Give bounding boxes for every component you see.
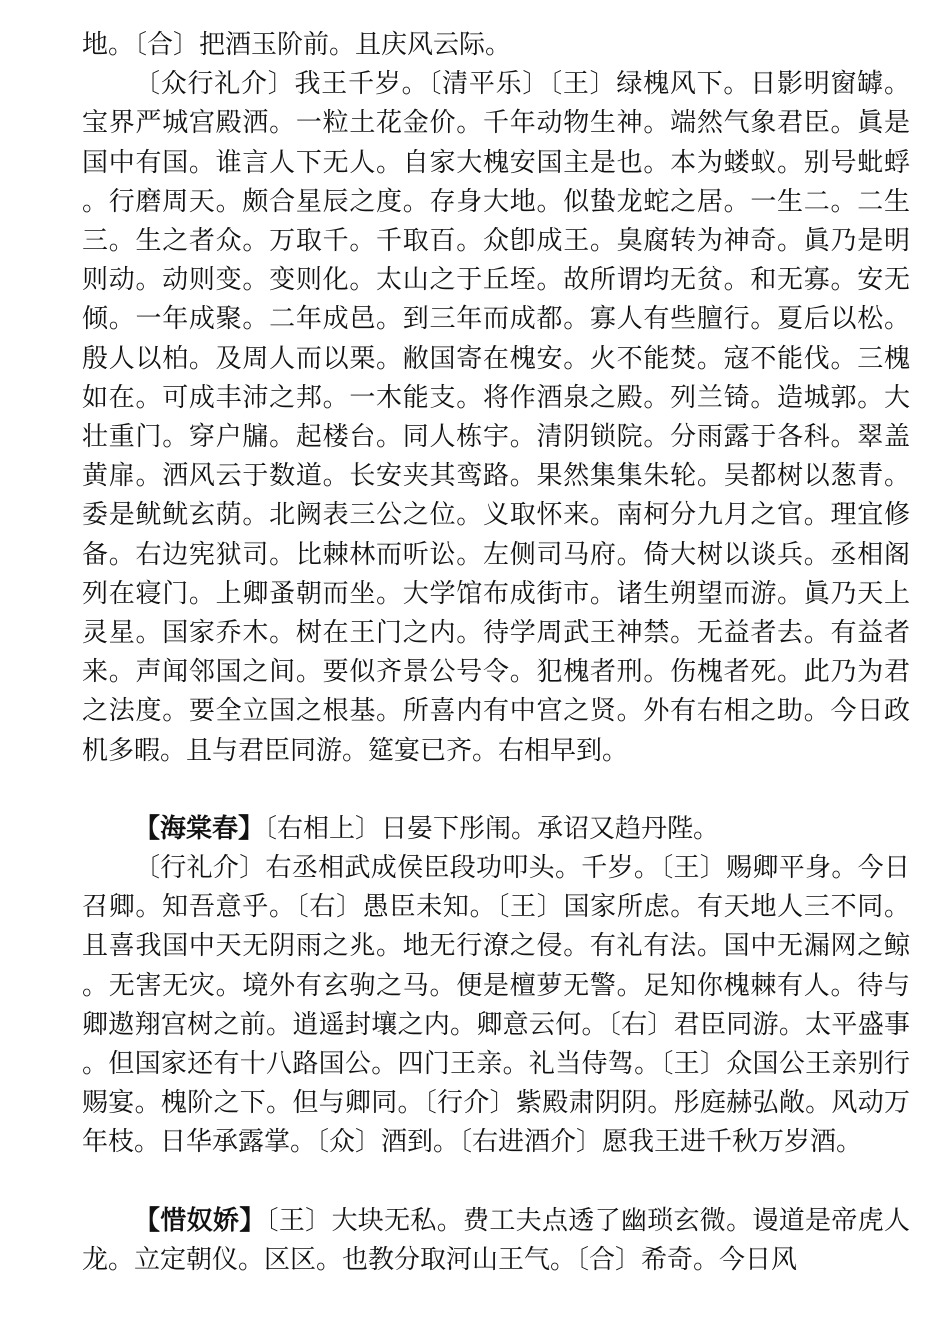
tune-title-haitangchun: 【海棠春】 — [134, 813, 265, 844]
paragraph-4-text: 〔行礼介〕右丞相武成侯臣段功叩头。千岁。〔王〕赐卿平身。今日召卿。知吾意乎。〔右〕愚臣未知。〔王〕国家所虑。有天地人三不同。且喜我国中天无阴雨之兆。地无行潦之侵。有礼有法。国中无漏网之鲸。无害无灾。境外有玄驹之马。便是檀萝无警。足知你槐棘有人。待与卿遨翔宫树之前。逍遥封壤之内。卿意云何。〔右〕君臣同游。太平盛事。但国家还有十八路国公。四门王亲。礼当侍驾。〔王〕众国公王亲别行赐宴。槐阶之下。但与卿同。〔行介〕紫殿肃阴阴。彤庭赫弘敞。风动万年枝。日华承露掌。〔众〕酒到。〔右进酒介〕愿我王进千秋万岁酒。 — [82, 853, 910, 1158]
paragraph-4 — [82, 849, 910, 1163]
paragraph-3 — [82, 810, 910, 849]
tune-title-xinujiao: 【惜奴娇】 — [134, 1205, 266, 1236]
paragraph-spacer — [82, 1163, 910, 1202]
paragraph-2 — [82, 65, 910, 771]
paragraph-2-text: 〔众行礼介〕我王千岁。〔清平乐〕〔王〕绿槐风下。日影明窗罅。宝界严城宫殿洒。一粒土花金价。千年动物生神。端然气象君臣。眞是国中有国。谁言人下无人。自家大槐安国主是也。本为蝼蚁。别号蚍蜉。行磨周天。颇合星辰之度。存身大地。似蛰龙蛇之居。一生二。二生三。生之者众。万取千。千取百。众卽成王。臭腐转为神奇。眞乃是明则动。动则变。变则化。太山之于丘垤。故所谓均无贫。和无寡。安无倾。一年成聚。二年成邑。到三年而成都。寡人有些膻行。夏后以松。殷人以柏。及周人而以栗。敝国寄在槐安。火不能焚。寇不能伐。三槐如在。可成丰沛之邦。一木能支。将作酒泉之殿。列兰锜。造城郭。大壮重门。穿户牖。起楼台。同人栋宇。清阴锁院。分雨露于各科。翠盖黄扉。洒风云于数道。长安夹其鸾路。果然集集朱轮。吴都树以葱青。委是鱿鱿玄荫。北阙表三公之位。义取怀来。南柯分九月之官。理宜修备。右边宪狱司。比棘林而听讼。左侧司马府。倚大树以谈兵。丞相阁列在寝门。上卿蚤朝而坐。大学馆布成街市。诸生朔望而游。眞乃天上灵星。国家乔木。树在王门之内。待学周武王神禁。无益者去。有益者来。声闻邻国之间。要似齐景公号令。犯槐者刑。伤槐者死。此乃为君之法度。要全立国之根基。所喜内有中宫之贤。外有右相之助。今日政机多暇。且与君臣同游。筵宴已齐。右相早到。 — [82, 69, 910, 766]
paragraph-1-text: 地。〔合〕把酒玉阶前。且庆风云际。 — [82, 30, 512, 60]
paragraph-1 — [82, 26, 910, 65]
paragraph-5-text: 〔王〕大块无私。费工夫点透了幽琐玄微。谩道是帝虎人龙。立定朝仪。区区。也教分取河山王气。〔合〕希奇。今日风 — [82, 1205, 910, 1275]
paragraph-spacer — [82, 771, 910, 810]
paragraph-5 — [82, 1202, 910, 1280]
paragraph-3-text: 〔右相上〕日晏下彤闱。承诏又趋丹陛。 — [264, 813, 720, 844]
